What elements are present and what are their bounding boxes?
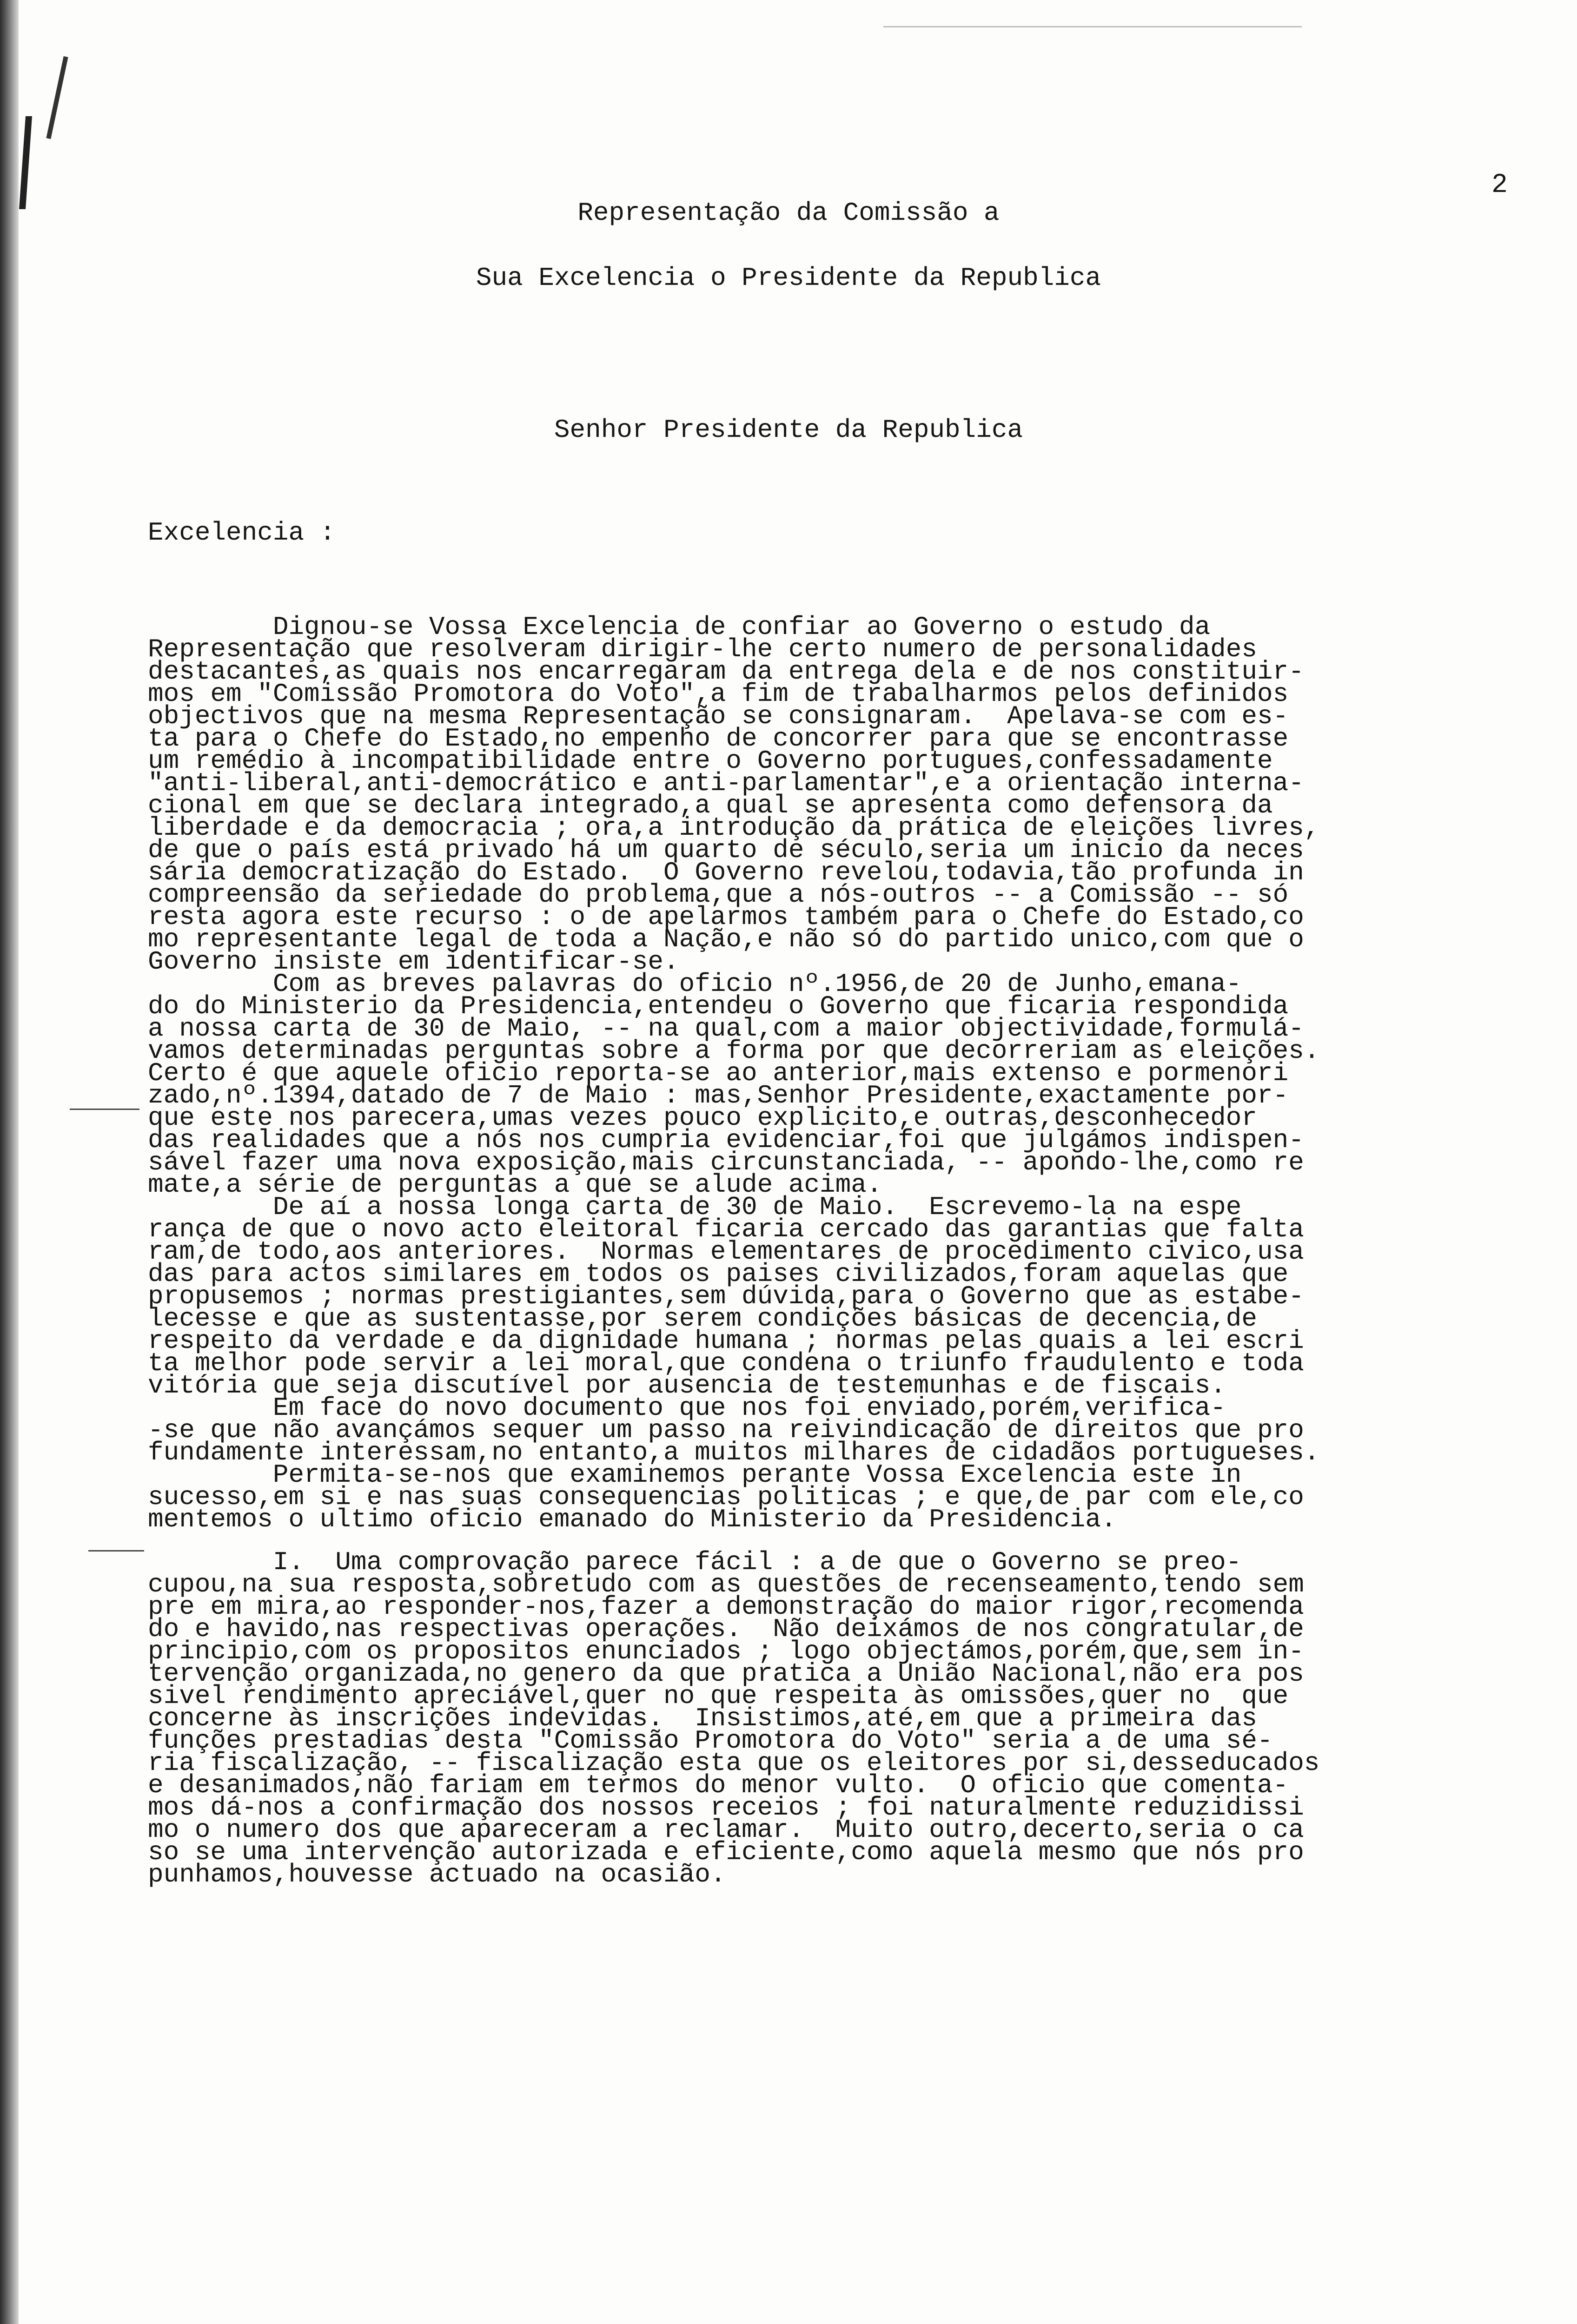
body-line: funções prestadias desta "Comissão Promotora do Voto" seria a de uma sé-: [148, 1726, 1273, 1756]
body-line: I. Uma comprovação parece fácil : a de que o Governo se preo-: [148, 1547, 1242, 1577]
body-line: mentemos o ultimo oficio emanado do Ministerio da Presidencia.: [148, 1505, 1117, 1534]
body-line: objectivos que na mesma Representação se consignaram. Apelava-se com es-: [148, 701, 1289, 731]
body-line: liberdade e da democracia ; ora,a introdução da prática de eleições livres,: [148, 813, 1320, 843]
body-line: Certo é que aquele oficio reporta-se ao anterior,mais extenso e pormenori: [148, 1058, 1289, 1088]
body-line: punhamos,houvesse actuado na ocasião.: [148, 1860, 726, 1889]
body-line: ta para o Chefe do Estado,no empenho de concorrer para que se encontrasse: [148, 724, 1289, 753]
body-line: sária democratização do Estado. O Governo revelou,todavia,tão profunda in: [148, 858, 1304, 887]
body-line: so se uma intervenção autorizada e eficiente,como aquela mesmo que nós pro: [148, 1837, 1304, 1867]
scan-top-rule: [883, 26, 1302, 27]
body-line: de que o país está privado há um quarto de século,seria um inicio da neces: [148, 835, 1304, 865]
body-line: -se que não avançámos sequer um passo na reivindicação de direitos que pro: [148, 1415, 1304, 1445]
letter-body: [148, 612, 1543, 1889]
body-line: mo o numero dos que apareceram a reclamar. Muito outro,decerto,seria o ca: [148, 1815, 1304, 1845]
body-line: que este nos parecera,umas vezes pouco explicito,e outras,desconhecedor: [148, 1103, 1257, 1133]
salutation: Excelencia :: [148, 518, 336, 548]
body-line: Com as breves palavras do oficio nº.1956,de 20 de Junho,emana-: [148, 969, 1242, 999]
scan-edge-mark: [19, 116, 32, 209]
document-title-line-2: Sua Excelencia o Presidente da Republica: [476, 263, 1101, 293]
body-line: das para actos similares em todos os paises civilizados,foram aquelas que: [148, 1259, 1289, 1289]
document-title-line-1: Representação da Comissão a: [577, 198, 1000, 228]
body-line: mate,a série de perguntas a que se alude acima.: [148, 1170, 882, 1200]
body-line: "anti-liberal,anti-democrático e anti-parlamentar",e a orientação interna-: [148, 768, 1304, 798]
body-line: compreensão da seriedade do problema,que a nós-outros -- a Comissão -- só: [148, 880, 1289, 910]
scan-edge-shadow: [0, 0, 19, 2324]
body-line: do do Ministerio da Presidencia,entendeu o Governo que ficaria respondida: [148, 991, 1289, 1021]
body-line: respeito da verdade e da dignidade humana ; normas pelas quais a lei escri: [148, 1326, 1304, 1356]
body-line: a nossa carta de 30 de Maio, -- na qual,com a maior objectividade,formulá-: [148, 1014, 1304, 1043]
body-line: do e havido,nas respectivas operações. Não deixámos de nos congratular,de: [148, 1614, 1304, 1644]
body-line: vamos determinadas perguntas sobre a forma por que decorreriam as eleições.: [148, 1036, 1320, 1066]
margin-mark: [88, 1550, 144, 1552]
body-line: fundamente interessam,no entanto,a muitos milhares de cidadãos portugueses.: [148, 1438, 1320, 1467]
body-line: e desanimados,não fariam em termos do menor vulto. O oficio que comenta-: [148, 1770, 1289, 1800]
body-line: pre em mira,ao responder-nos,fazer a demonstração do maior rigor,recomenda: [148, 1592, 1304, 1622]
body-line: rança de que o novo acto eleitoral ficaria cercado das garantias que falta: [148, 1215, 1304, 1244]
margin-mark: [70, 1109, 139, 1110]
body-line: mo representante legal de toda a Nação,e não só do partido unico,com que o: [148, 924, 1304, 954]
page-number: 2: [1491, 170, 1508, 200]
scan-edge-mark: [46, 56, 68, 139]
body-line: principio,com os propositos enunciados ; logo objectámos,porém,que,sem in-: [148, 1637, 1304, 1666]
body-line: lecesse e que as sustentasse,por serem condições básicas de decencia,de: [148, 1304, 1257, 1334]
body-line: mos em "Comissão Promotora do Voto",a fim de trabalharmos pelos definidos: [148, 679, 1289, 709]
body-line: Dignou-se Vossa Excelencia de confiar ao Governo o estudo da: [148, 612, 1211, 642]
body-line: Permita-se-nos que examinemos perante Vossa Excelencia este in: [148, 1460, 1242, 1490]
body-line: tervenção organizada,no genero da que pratica a União Nacional,não era pos: [148, 1659, 1304, 1689]
body-line: resta agora este recurso : o de apelarmos também para o Chefe do Estado,co: [148, 902, 1304, 932]
body-line: zado,nº.1394,datado de 7 de Maio : mas,Senhor Presidente,exactamente por-: [148, 1081, 1289, 1110]
body-line: propusemos ; normas prestigiantes,sem dúvida,para o Governo que as estabe-: [148, 1281, 1304, 1311]
body-line: sucesso,em si e nas suas consequencias politicas ; e que,de par com ele,co: [148, 1482, 1304, 1512]
body-line: vitória que seja discutível por ausencia de testemunhas e de fiscais.: [148, 1371, 1226, 1400]
body-line: ram,de todo,aos anteriores. Normas elementares de procedimento civico,usa: [148, 1237, 1304, 1267]
body-line: das realidades que a nós nos cumpria evidenciar,foi que julgámos indispen-: [148, 1125, 1304, 1155]
body-line: cupou,na sua resposta,sobretudo com as questões de recenseamento,tendo sem: [148, 1570, 1304, 1599]
body-line: mos dá-nos a confirmação dos nossos receios ; foi naturalmente reduzidissi: [148, 1793, 1304, 1822]
body-line: ria fiscalização, -- fiscalização esta que os eleitores por si,desseducados: [148, 1748, 1320, 1778]
body-line: um remédio à incompatibilidade entre o Governo portugues,confessadamente: [148, 746, 1273, 776]
body-line: sivel rendimento apreciável,quer no que respeita às omissões,quer no que: [148, 1681, 1289, 1711]
body-line: destacantes,as quais nos encarregaram da entrega dela e de nos constituir-: [148, 657, 1304, 687]
body-line: Representação que resolveram dirigir-lhe certo numero de personalidades: [148, 634, 1257, 664]
body-line: Governo insiste em identificar-se.: [148, 947, 679, 977]
address-line: Senhor Presidente da Republica: [554, 415, 1023, 445]
body-line: Em face do novo documento que nos foi enviado,porém,verifica-: [148, 1393, 1226, 1423]
body-line: sável fazer uma nova exposição,mais circunstanciada, -- apondo-lhe,como re: [148, 1148, 1304, 1177]
body-line: ta melhor pode servir a lei moral,que condena o triunfo fraudulento e toda: [148, 1348, 1304, 1378]
body-line: concerne às inscrições indevidas. Insistimos,até,em que a primeira das: [148, 1703, 1257, 1733]
body-line: cional em que se declara integrado,a qual se apresenta como defensora da: [148, 791, 1273, 820]
body-line: De aí a nossa longa carta de 30 de Maio. Escrevemo-la na espe: [148, 1192, 1242, 1222]
